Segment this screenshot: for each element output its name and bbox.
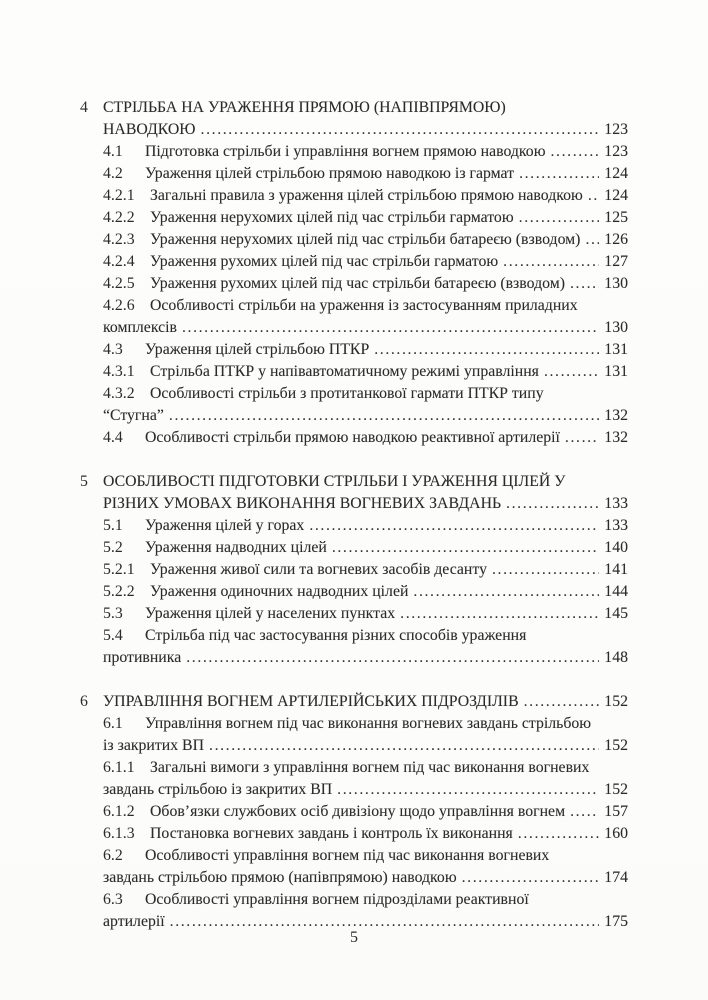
toc-page-number: 132 xyxy=(604,407,628,424)
toc-entry-number: 4.4 xyxy=(103,429,123,446)
toc-page-number: 152 xyxy=(604,781,628,798)
toc-page-number: 144 xyxy=(604,583,628,600)
toc-entry-number: 4.2.5 xyxy=(103,275,135,292)
dot-leader xyxy=(524,691,600,713)
toc-page-number: 175 xyxy=(604,913,628,930)
toc-entry-text: Особливості управління вогнем підрозділами реактивної xyxy=(145,891,529,908)
toc-line xyxy=(80,823,628,845)
toc-line xyxy=(80,603,628,625)
toc-page-number: 130 xyxy=(604,275,628,292)
toc-line xyxy=(80,295,628,317)
dot-leader xyxy=(551,141,600,163)
toc-entry-number: 6.1.3 xyxy=(103,825,135,842)
dot-leader xyxy=(519,207,600,229)
toc-line xyxy=(80,867,628,889)
toc-entry-text: комплексів xyxy=(103,319,177,336)
toc-entry-number: 5.2.2 xyxy=(103,583,135,600)
toc-line xyxy=(80,361,628,383)
toc-entry-text: Загальні правила з ураження цілей стрільбою прямою наводкою xyxy=(150,187,583,204)
toc-entry-text: НАВОДКОЮ xyxy=(103,121,196,138)
dot-leader xyxy=(209,735,599,757)
dot-leader xyxy=(374,339,599,361)
toc-page-number: 123 xyxy=(604,121,628,138)
toc-line xyxy=(80,427,628,449)
toc-page-number: 127 xyxy=(604,253,628,270)
toc-entry-number: 6.1.2 xyxy=(103,803,135,820)
toc-entry-number: 4.2 xyxy=(103,165,123,182)
toc-entry-text: Ураження надводних цілей xyxy=(145,539,327,556)
toc-page-number: 148 xyxy=(604,649,628,666)
toc-entry-text: противника xyxy=(103,649,182,666)
toc-page-number: 131 xyxy=(604,363,628,380)
toc-entry-number: 4.2.2 xyxy=(103,209,135,226)
toc-entry-number: 6.1 xyxy=(103,715,123,732)
toc-line xyxy=(80,647,628,669)
toc-entry-number: 4.3.2 xyxy=(103,385,135,402)
toc-line xyxy=(80,163,628,185)
dot-leader xyxy=(462,867,600,889)
toc-entry-text: Ураження нерухомих цілей під час стрільби гарматою xyxy=(150,209,514,226)
toc-page-number: 133 xyxy=(604,517,628,534)
toc-page-number: 124 xyxy=(604,187,628,204)
toc-entry-number: 4.2.3 xyxy=(103,231,135,248)
dot-leader xyxy=(519,163,599,185)
toc-page-number: 123 xyxy=(604,143,628,160)
toc-entry-text: Постановка вогневих завдань і контроль їх виконання xyxy=(150,825,513,842)
toc-page-number: 131 xyxy=(604,341,628,358)
dot-leader xyxy=(309,515,599,537)
toc-entry-text: Ураження рухомих цілей під час стрільби гарматою xyxy=(150,253,499,270)
toc-line xyxy=(80,273,628,295)
toc-entry-number: 4.1 xyxy=(103,143,123,160)
dot-leader xyxy=(565,427,599,449)
dot-leader xyxy=(544,361,599,383)
toc-entry-number: 4.2.6 xyxy=(103,297,135,314)
toc-page-number: 126 xyxy=(604,231,628,248)
toc-entry-text: завдань стрільбою із закритих ВП xyxy=(103,781,333,798)
toc-line xyxy=(80,559,628,581)
toc-entry-text: Стрільба ПТКР у напівавтоматичному режимі управління xyxy=(150,363,539,380)
toc-entry-text: Ураження живої сили та вогневих засобів десанту xyxy=(150,561,487,578)
toc-page-number: 152 xyxy=(604,737,628,754)
toc-entry-text: Особливості стрільби на ураження із застосуванням приладних xyxy=(150,297,578,314)
toc-entry-text: Ураження цілей у населених пунктах xyxy=(145,605,396,622)
toc-entry-number: 5.3 xyxy=(103,605,123,622)
dot-leader xyxy=(400,603,599,625)
toc-line xyxy=(80,97,628,119)
toc-entry-number: 4.2.1 xyxy=(103,187,135,204)
toc-line xyxy=(80,757,628,779)
toc-entry-text: Підготовка стрільби і управління вогнем прямою наводкою xyxy=(145,143,546,160)
dot-leader xyxy=(492,559,599,581)
dot-leader xyxy=(506,493,599,515)
toc xyxy=(80,97,628,933)
toc-entry-number: 4.2.4 xyxy=(103,253,135,270)
toc-line xyxy=(80,889,628,911)
dot-leader xyxy=(337,779,599,801)
toc-page-number: 130 xyxy=(604,319,628,336)
toc-entry-text: Ураження нерухомих цілей під час стрільби батареєю (взводом) xyxy=(150,231,581,248)
toc-entry-number: 6.2 xyxy=(103,847,123,864)
toc-entry-text: “Стугна” xyxy=(103,407,164,424)
toc-line xyxy=(80,845,628,867)
toc-line xyxy=(80,119,628,141)
toc-line xyxy=(80,471,628,493)
toc-entry-text: СТРІЛЬБА НА УРАЖЕННЯ ПРЯМОЮ (НАПІВПРЯМОЮ) xyxy=(103,99,506,116)
toc-line xyxy=(80,405,628,427)
toc-page-number: 145 xyxy=(604,605,628,622)
toc-line xyxy=(80,691,628,713)
toc-page-number: 132 xyxy=(604,429,628,446)
toc-line xyxy=(80,735,628,757)
toc-entry-text: Ураження рухомих цілей під час стрільби батареєю (взводом) xyxy=(150,275,565,292)
toc-entry-number: 6.3 xyxy=(103,891,123,908)
dot-leader xyxy=(570,801,599,823)
toc-entry-text: Обов’язки службових осіб дивізіону щодо управління вогнем xyxy=(150,803,566,820)
dot-leader xyxy=(201,119,600,141)
toc-entry-text: Загальні вимоги з управління вогнем під час виконання вогневих xyxy=(150,759,590,776)
toc-page-number: 141 xyxy=(604,561,628,578)
toc-entry-text: УПРАВЛІННЯ ВОГНЕМ АРТИЛЕРІЙСЬКИХ ПІДРОЗДІЛІВ xyxy=(103,693,519,710)
toc-line xyxy=(80,383,628,405)
toc-entry-text: Особливості управління вогнем під час виконання вогневих xyxy=(145,847,550,864)
toc-entry-text: Особливості стрільби з протитанкової гармати ПТКР типу xyxy=(150,385,544,402)
toc-entry-number: 5.2.1 xyxy=(103,561,135,578)
toc-entry-text: Ураження цілей у горах xyxy=(145,517,305,534)
toc-line xyxy=(80,625,628,647)
toc-entry-number: 6.1.1 xyxy=(103,759,135,776)
toc-entry-number: 5 xyxy=(80,473,88,490)
dot-leader xyxy=(570,273,599,295)
toc-entry-text: ОСОБЛИВОСТІ ПІДГОТОВКИ СТРІЛЬБИ І УРАЖЕННЯ ЦІЛЕЙ У xyxy=(103,473,566,490)
toc-line xyxy=(80,537,628,559)
toc-entry-number: 4 xyxy=(80,99,88,116)
toc-line xyxy=(80,141,628,163)
toc-line xyxy=(80,229,628,251)
toc-line xyxy=(80,515,628,537)
toc-page-number: 157 xyxy=(604,803,628,820)
toc-line xyxy=(80,185,628,207)
toc-entry-text: завдань стрільбою прямою (напівпрямою) наводкою xyxy=(103,869,457,886)
toc-page-number: 160 xyxy=(604,825,628,842)
toc-entry-text: Ураження одиночних надводних цілей xyxy=(150,583,409,600)
toc-page-number: 133 xyxy=(604,495,628,512)
toc-entry-number: 5.4 xyxy=(103,627,123,644)
toc-line xyxy=(80,779,628,801)
toc-entry-text: Ураження цілей стрільбою ПТКР xyxy=(145,341,370,358)
toc-entry-number: 4.3.1 xyxy=(103,363,135,380)
dot-leader xyxy=(182,317,599,339)
toc-page-number: 124 xyxy=(604,165,628,182)
dot-leader xyxy=(186,647,599,669)
toc-line xyxy=(80,493,628,515)
toc-line xyxy=(80,207,628,229)
toc-entry-text: Стрільба під час застосування різних способів ураження xyxy=(145,627,527,644)
dot-leader xyxy=(413,581,599,603)
toc-page-number: 152 xyxy=(604,693,628,710)
dot-leader xyxy=(588,185,599,207)
toc-entry-number: 6 xyxy=(80,693,88,710)
toc-line xyxy=(80,581,628,603)
toc-entry-text: Особливості стрільби прямою наводкою реактивної артилерії xyxy=(145,429,560,446)
toc-entry-text: РІЗНИХ УМОВАХ ВИКОНАННЯ ВОГНЕВИХ ЗАВДАНЬ xyxy=(103,495,502,512)
dot-leader xyxy=(169,405,599,427)
toc-entry-number: 5.2 xyxy=(103,539,123,556)
toc-entry-text: артилерії xyxy=(103,913,165,930)
toc-line xyxy=(80,801,628,823)
toc-page-number: 140 xyxy=(604,539,628,556)
toc-entry-text: Ураження цілей стрільбою прямою наводкою із гармат xyxy=(145,165,515,182)
toc-page-number: 174 xyxy=(604,869,628,886)
dot-leader xyxy=(503,251,599,273)
toc-line xyxy=(80,251,628,273)
toc-line xyxy=(80,713,628,735)
toc-line xyxy=(80,317,628,339)
toc-line xyxy=(80,339,628,361)
dot-leader xyxy=(518,823,600,845)
toc-entry-number: 5.1 xyxy=(103,517,123,534)
toc-entry-text: із закритих ВП xyxy=(103,737,205,754)
toc-entry-text: Управління вогнем під час виконання вогневих завдань стрільбою xyxy=(145,715,592,732)
page-footer-number: 5 xyxy=(350,929,358,946)
dot-leader xyxy=(332,537,599,559)
toc-entry-number: 4.3 xyxy=(103,341,123,358)
dot-leader xyxy=(585,229,599,251)
toc-page-number: 125 xyxy=(604,209,628,226)
